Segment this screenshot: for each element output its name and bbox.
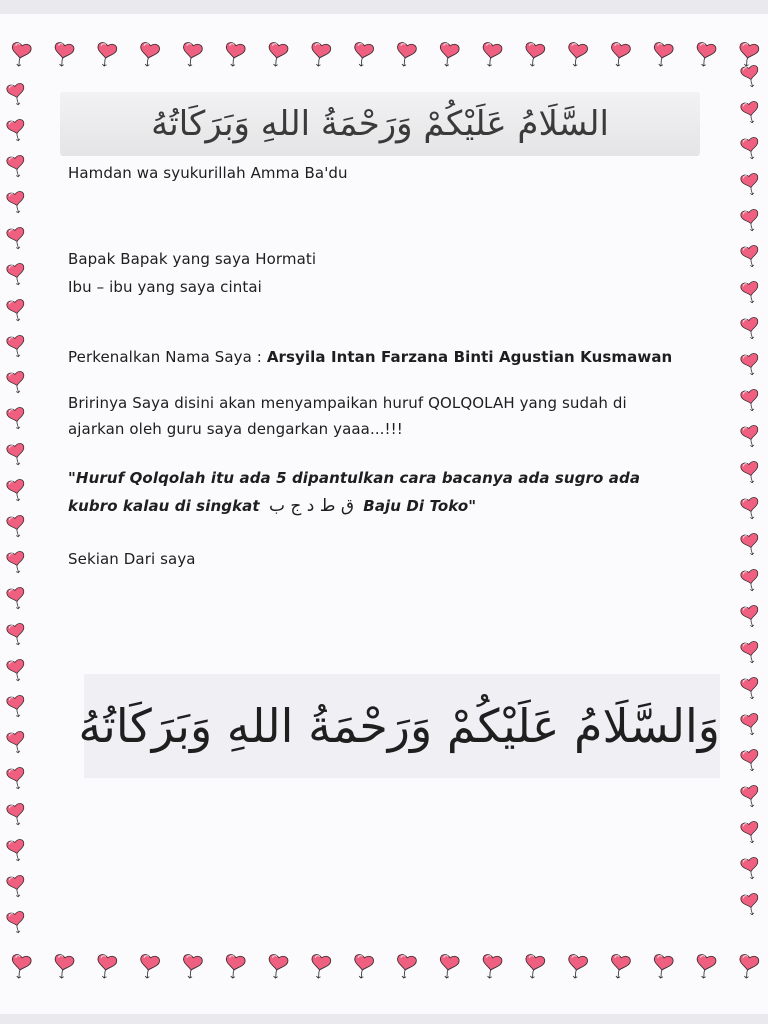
heart-balloon-icon [266,954,289,980]
heart-balloon-icon [6,479,26,503]
heart-balloon-icon [6,335,26,359]
heart-balloon-icon [737,42,760,68]
heart-balloon-icon [6,515,26,539]
heart-balloon-icon [740,245,760,269]
quote-line-2-end: Baju Di Toko" [363,497,477,515]
heart-balloon-icon [6,371,26,395]
heart-balloon-icon [6,695,26,719]
heart-balloon-icon [740,893,760,917]
heart-balloon-icon [740,281,760,305]
heart-balloon-icon [437,954,460,980]
heart-balloon-icon [651,42,674,68]
heart-balloon-icon [138,954,161,980]
paragraph-line-2: ajarkan oleh guru saya dengarkan yaaa...!!! [68,420,403,438]
heart-balloon-icon [694,954,717,980]
heart-balloon-icon [309,42,332,68]
heart-balloon-icon [523,954,546,980]
heart-balloon-icon [740,785,760,809]
heart-balloon-icon [6,587,26,611]
heart-balloon-icon [95,42,118,68]
heart-balloon-icon [740,209,760,233]
heart-balloon-icon [740,677,760,701]
heart-balloon-icon [694,42,717,68]
heart-balloon-icon [52,42,75,68]
heart-balloon-icon [6,227,26,251]
heart-balloon-icon [651,954,674,980]
quote-line-2 [68,496,476,516]
heart-balloon-icon [740,389,760,413]
heart-balloon-icon [740,65,760,89]
heart-balloon-icon [9,954,32,980]
heart-balloon-icon [6,83,26,107]
heart-balloon-icon [6,623,26,647]
heart-balloon-icon [566,954,589,980]
heart-balloon-icon [6,407,26,431]
heart-balloon-icon [740,425,760,449]
closing-line: Sekian Dari saya [68,550,196,568]
heart-balloon-icon [6,443,26,467]
quote-line-1: "Huruf Qolqolah itu ada 5 dipantulkan cara bacanya ada sugro ada [68,469,641,487]
heart-balloon-icon [740,821,760,845]
heart-balloon-icon [223,42,246,68]
heart-balloon-icon [740,569,760,593]
heart-balloon-icon [6,155,26,179]
quote-line-2-start: kubro kalau di singkat [68,497,260,515]
letter-page [0,14,768,1014]
heart-balloon-icon [52,954,75,980]
heart-balloon-icon [6,659,26,683]
heart-balloon-icon [523,42,546,68]
heart-balloon-icon [740,713,760,737]
heart-balloon-icon [309,954,332,980]
heart-balloon-icon [6,299,26,323]
heart-balloon-icon [6,911,26,935]
heart-balloon-icon [6,119,26,143]
intro-name: Arsyila Intan Farzana Binti Agustian Kusmawan [266,348,673,366]
heart-balloon-icon [740,353,760,377]
address-line-2: Ibu – ibu yang saya cintai [68,278,262,296]
opening-line: Hamdan wa syukurillah Amma Ba'du [68,164,348,182]
heart-balloon-icon [566,42,589,68]
heart-balloon-icon [480,954,503,980]
heart-balloon-icon [6,839,26,863]
heart-balloon-icon [180,42,203,68]
heart-balloon-icon [608,954,631,980]
heart-balloon-icon [740,497,760,521]
heart-balloon-icon [6,731,26,755]
arabic-closing-footer: وَالسَّلَامُ عَلَيْكُمْ وَرَحْمَةُ اللهِ وَبَرَكَاتُهُ [84,674,720,778]
introduction-line [68,348,672,366]
heart-balloon-icon [223,954,246,980]
heart-balloon-icon [740,605,760,629]
heart-balloon-icon [6,803,26,827]
heart-balloon-icon [6,551,26,575]
heart-balloon-icon [6,191,26,215]
heart-balloon-icon [480,42,503,68]
heart-balloon-icon [740,317,760,341]
heart-balloon-icon [740,749,760,773]
heart-balloon-icon [95,954,118,980]
address-line-1: Bapak Bapak yang saya Hormati [68,250,317,268]
heart-balloon-icon [394,42,417,68]
heart-balloon-icon [740,101,760,125]
heart-balloon-icon [740,857,760,881]
heart-balloon-icon [740,137,760,161]
heart-balloon-icon [740,173,760,197]
heart-balloon-icon [6,263,26,287]
heart-balloon-icon [6,875,26,899]
heart-balloon-icon [352,954,375,980]
heart-balloon-icon [352,42,375,68]
qolqolah-letters: ق ط د ج ب [268,496,355,516]
heart-balloon-icon [138,42,161,68]
heart-balloon-icon [737,954,760,980]
heart-balloon-icon [9,42,32,68]
heart-balloon-icon [740,533,760,557]
heart-balloon-icon [740,641,760,665]
intro-label: Perkenalkan Nama Saya : [68,348,267,366]
heart-balloon-icon [6,767,26,791]
paragraph-line-1: Bririnya Saya disini akan menyampaikan huruf QOLQOLAH yang sudah di [68,394,627,412]
heart-balloon-icon [180,954,203,980]
heart-balloon-icon [394,954,417,980]
heart-balloon-icon [740,461,760,485]
arabic-greeting-header: السَّلَامُ عَلَيْكُمْ وَرَحْمَةُ اللهِ وَبَرَكَاتُهُ [60,92,700,156]
heart-balloon-icon [608,42,631,68]
heart-balloon-icon [437,42,460,68]
heart-balloon-icon [266,42,289,68]
